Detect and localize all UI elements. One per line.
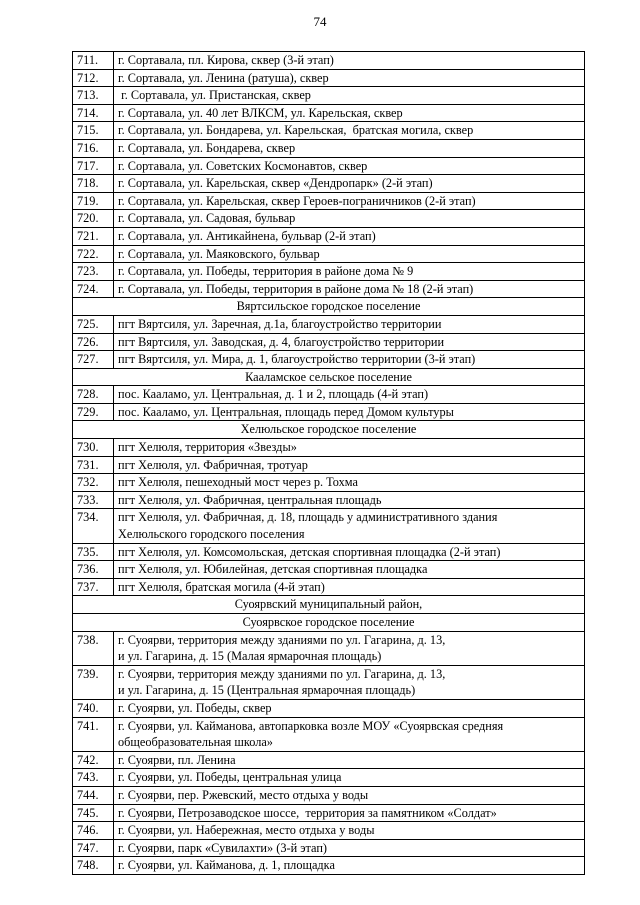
description-line: пгт Хелюля, территория «Звезды»: [118, 440, 297, 455]
description-line: г. Сортавала, ул. Ленина (ратуша), сквер: [118, 70, 329, 85]
row-number: 744.: [73, 786, 114, 804]
row-number: 712.: [73, 69, 114, 87]
row-number: 733.: [73, 491, 114, 509]
row-description: [114, 857, 585, 875]
row-description: [114, 227, 585, 245]
description-line: пгт Хелюля, ул. Фабричная, тротуар: [118, 457, 308, 472]
row-number: 739.: [73, 665, 114, 699]
description-line: пгт Хелюля, братская могила (4-й этап): [118, 579, 325, 594]
row-number: 748.: [73, 857, 114, 875]
table-row: [73, 175, 585, 193]
row-number: 732.: [73, 474, 114, 492]
description-line: г. Сортавала, ул. Карельская, сквер Героев-пограничников (2-й этап): [118, 193, 476, 208]
row-description: [114, 543, 585, 561]
section-title: Хелюльское городское поселение: [73, 421, 585, 439]
description-line: г. Сортавала, ул. Карельская, сквер «Дендропарк» (2-й этап): [118, 176, 433, 191]
row-description: [114, 263, 585, 281]
table-row: [73, 192, 585, 210]
description-line: г. Сортавала, ул. Советских Космонавтов, сквер: [118, 158, 368, 173]
row-number: 723.: [73, 263, 114, 281]
row-description: [114, 333, 585, 351]
row-number: 740.: [73, 699, 114, 717]
row-number: 724.: [73, 280, 114, 298]
table-row: [73, 804, 585, 822]
table-row: [73, 69, 585, 87]
section-title: Вяртсильское городское поселение: [73, 298, 585, 316]
row-description: [114, 561, 585, 579]
table-row: [73, 561, 585, 579]
row-number: 717.: [73, 157, 114, 175]
table-row: [73, 474, 585, 492]
description-line: г. Суоярви, ул. Победы, центральная улица: [118, 770, 342, 785]
description-line: г. Сортавала, ул. Маяковского, бульвар: [118, 246, 320, 261]
description-line: г. Суоярви, ул. Набережная, место отдыха у воды: [118, 823, 375, 838]
description-line: пос. Кааламо, ул. Центральная, площадь перед Домом культуры: [118, 404, 454, 419]
table-row: [73, 351, 585, 369]
section-title: Суоярвское городское поселение: [73, 614, 585, 632]
table-row: [73, 245, 585, 263]
row-number: 721.: [73, 227, 114, 245]
row-number: 731.: [73, 456, 114, 474]
table-row: [73, 543, 585, 561]
row-description: [114, 122, 585, 140]
description-line: и ул. Гагарина, д. 15 (Центральная ярмарочная площадь): [118, 683, 416, 698]
row-description: [114, 491, 585, 509]
description-line: г. Сортавала, ул. Антикайнена, бульвар (2-й этап): [118, 228, 376, 243]
description-line: г. Суоярви, пл. Ленина: [118, 752, 236, 767]
row-number: 720.: [73, 210, 114, 228]
description-line: г. Сортавала, ул. Победы, территория в районе дома № 18 (2-й этап): [118, 281, 474, 296]
table-row: [73, 751, 585, 769]
description-line: пос. Кааламо, ул. Центральная, д. 1 и 2, площадь (4-й этап): [118, 387, 429, 402]
table-row: [73, 139, 585, 157]
row-description: [114, 786, 585, 804]
table-row: [73, 403, 585, 421]
row-number: 718.: [73, 175, 114, 193]
section-header-row: [73, 298, 585, 316]
row-number: 746.: [73, 822, 114, 840]
row-description: [114, 699, 585, 717]
page-number: 74: [313, 14, 327, 29]
row-number: 737.: [73, 578, 114, 596]
description-line: г. Сортавала, ул. 40 лет ВЛКСМ, ул. Карельская, сквер: [118, 105, 403, 120]
section-header-row: [73, 596, 585, 614]
table-row: [73, 227, 585, 245]
row-number: 711.: [73, 52, 114, 70]
table-body: [73, 52, 585, 875]
description-line: г. Сортавала, ул. Бондарева, ул. Карельская, братская могила, сквер: [118, 123, 474, 138]
row-description: [114, 104, 585, 122]
table-row: [73, 509, 585, 543]
row-description: [114, 474, 585, 492]
description-line: г. Сортавала, ул. Садовая, бульвар: [118, 211, 296, 226]
table-row: [73, 333, 585, 351]
row-number: 715.: [73, 122, 114, 140]
row-description: [114, 351, 585, 369]
description-line: г. Сортавала, ул. Бондарева, сквер: [118, 140, 296, 155]
table-row: [73, 769, 585, 787]
row-description: [114, 245, 585, 263]
description-line: пгт Хелюля, ул. Фабричная, центральная площадь: [118, 492, 382, 507]
row-description: [114, 210, 585, 228]
description-line: пгт Хелюля, ул. Юбилейная, детская спортивная площадка: [118, 562, 428, 577]
table-row: [73, 699, 585, 717]
table-row: [73, 456, 585, 474]
table-row: [73, 386, 585, 404]
table-row: [73, 665, 585, 699]
row-description: [114, 804, 585, 822]
row-number: 727.: [73, 351, 114, 369]
row-description: [114, 717, 585, 751]
row-number: 735.: [73, 543, 114, 561]
row-description: [114, 665, 585, 699]
description-line: г. Суоярви, ул. Кайманова, автопарковка возле МОУ «Суоярвская средняя: [118, 718, 504, 733]
section-title: Суоярвский муниципальный район,: [73, 596, 585, 614]
section-header-row: [73, 368, 585, 386]
description-line: г. Суоярви, ул. Кайманова, д. 1, площадка: [118, 858, 335, 873]
row-number: 734.: [73, 509, 114, 543]
description-line: общеобразовательная школа»: [118, 735, 273, 750]
row-number: 714.: [73, 104, 114, 122]
table-row: [73, 263, 585, 281]
row-number: 742.: [73, 751, 114, 769]
table-row: [73, 822, 585, 840]
row-description: [114, 509, 585, 543]
row-number: 726.: [73, 333, 114, 351]
description-line: г. Сортавала, пл. Кирова, сквер (3-й этап): [118, 53, 334, 67]
table-row: [73, 631, 585, 665]
row-number: 738.: [73, 631, 114, 665]
row-description: [114, 439, 585, 457]
row-description: [114, 578, 585, 596]
objects-table: [72, 51, 585, 875]
table-row: [73, 104, 585, 122]
description-line: пгт Хелюля, ул. Фабричная, д. 18, площадь у административного здания: [118, 510, 498, 525]
row-description: [114, 386, 585, 404]
table-row: [73, 280, 585, 298]
row-description: [114, 280, 585, 298]
table-row: [73, 439, 585, 457]
row-description: [114, 769, 585, 787]
description-line: г. Суоярви, пер. Ржевский, место отдыха у воды: [118, 787, 369, 802]
row-description: [114, 52, 585, 70]
description-line: г. Суоярви, ул. Победы, сквер: [118, 700, 272, 715]
row-description: [114, 822, 585, 840]
row-description: [114, 315, 585, 333]
description-line: пгт Хелюля, пешеходный мост через р. Тохма: [118, 475, 358, 490]
description-line: г. Суоярви, территория между зданиями по ул. Гагарина, д. 13,: [118, 632, 446, 647]
section-header-row: [73, 421, 585, 439]
table-row: [73, 122, 585, 140]
table-row: [73, 52, 585, 70]
description-line: пгт Вяртсиля, ул. Заречная, д.1а, благоустройство территории: [118, 316, 442, 331]
row-description: [114, 839, 585, 857]
description-line: г. Сортавала, ул. Победы, территория в районе дома № 9: [118, 264, 414, 279]
table-row: [73, 857, 585, 875]
row-description: [114, 139, 585, 157]
description-line: Хелюльского городского поселения: [118, 527, 305, 542]
row-description: [114, 87, 585, 105]
description-line: г. Суоярви, Петрозаводское шоссе, территория за памятником «Солдат»: [118, 805, 497, 820]
table-row: [73, 87, 585, 105]
row-description: [114, 631, 585, 665]
description-line: пгт Вяртсиля, ул. Мира, д. 1, благоустройство территории (3-й этап): [118, 352, 476, 367]
table-row: [73, 578, 585, 596]
row-number: 736.: [73, 561, 114, 579]
description-line: г. Суоярви, территория между зданиями по ул. Гагарина, д. 13,: [118, 666, 446, 681]
row-number: 719.: [73, 192, 114, 210]
row-description: [114, 751, 585, 769]
row-number: 722.: [73, 245, 114, 263]
row-number: 743.: [73, 769, 114, 787]
description-line: пгт Вяртсиля, ул. Заводская, д. 4, благоустройство территории: [118, 334, 445, 349]
table-row: [73, 717, 585, 751]
table-row: [73, 157, 585, 175]
description-line: г. Суоярви, парк «Сувилахти» (3-й этап): [118, 840, 327, 855]
table-row: [73, 491, 585, 509]
row-description: [114, 456, 585, 474]
row-description: [114, 157, 585, 175]
row-number: 728.: [73, 386, 114, 404]
row-description: [114, 69, 585, 87]
table-row: [73, 786, 585, 804]
row-number: 725.: [73, 315, 114, 333]
table-row: [73, 210, 585, 228]
description-line: пгт Хелюля, ул. Комсомольская, детская спортивная площадка (2-й этап): [118, 544, 501, 559]
section-title: Кааламское сельское поселение: [73, 368, 585, 386]
section-header-row: [73, 614, 585, 632]
table-row: [73, 315, 585, 333]
row-number: 730.: [73, 439, 114, 457]
row-number: 729.: [73, 403, 114, 421]
row-number: 713.: [73, 87, 114, 105]
description-line: и ул. Гагарина, д. 15 (Малая ярмарочная площадь): [118, 649, 382, 664]
row-number: 745.: [73, 804, 114, 822]
row-description: [114, 403, 585, 421]
row-description: [114, 175, 585, 193]
row-number: 747.: [73, 839, 114, 857]
row-number: 741.: [73, 717, 114, 751]
table-row: [73, 839, 585, 857]
row-description: [114, 192, 585, 210]
description-line: г. Сортавала, ул. Пристанская, сквер: [118, 88, 311, 103]
row-number: 716.: [73, 139, 114, 157]
